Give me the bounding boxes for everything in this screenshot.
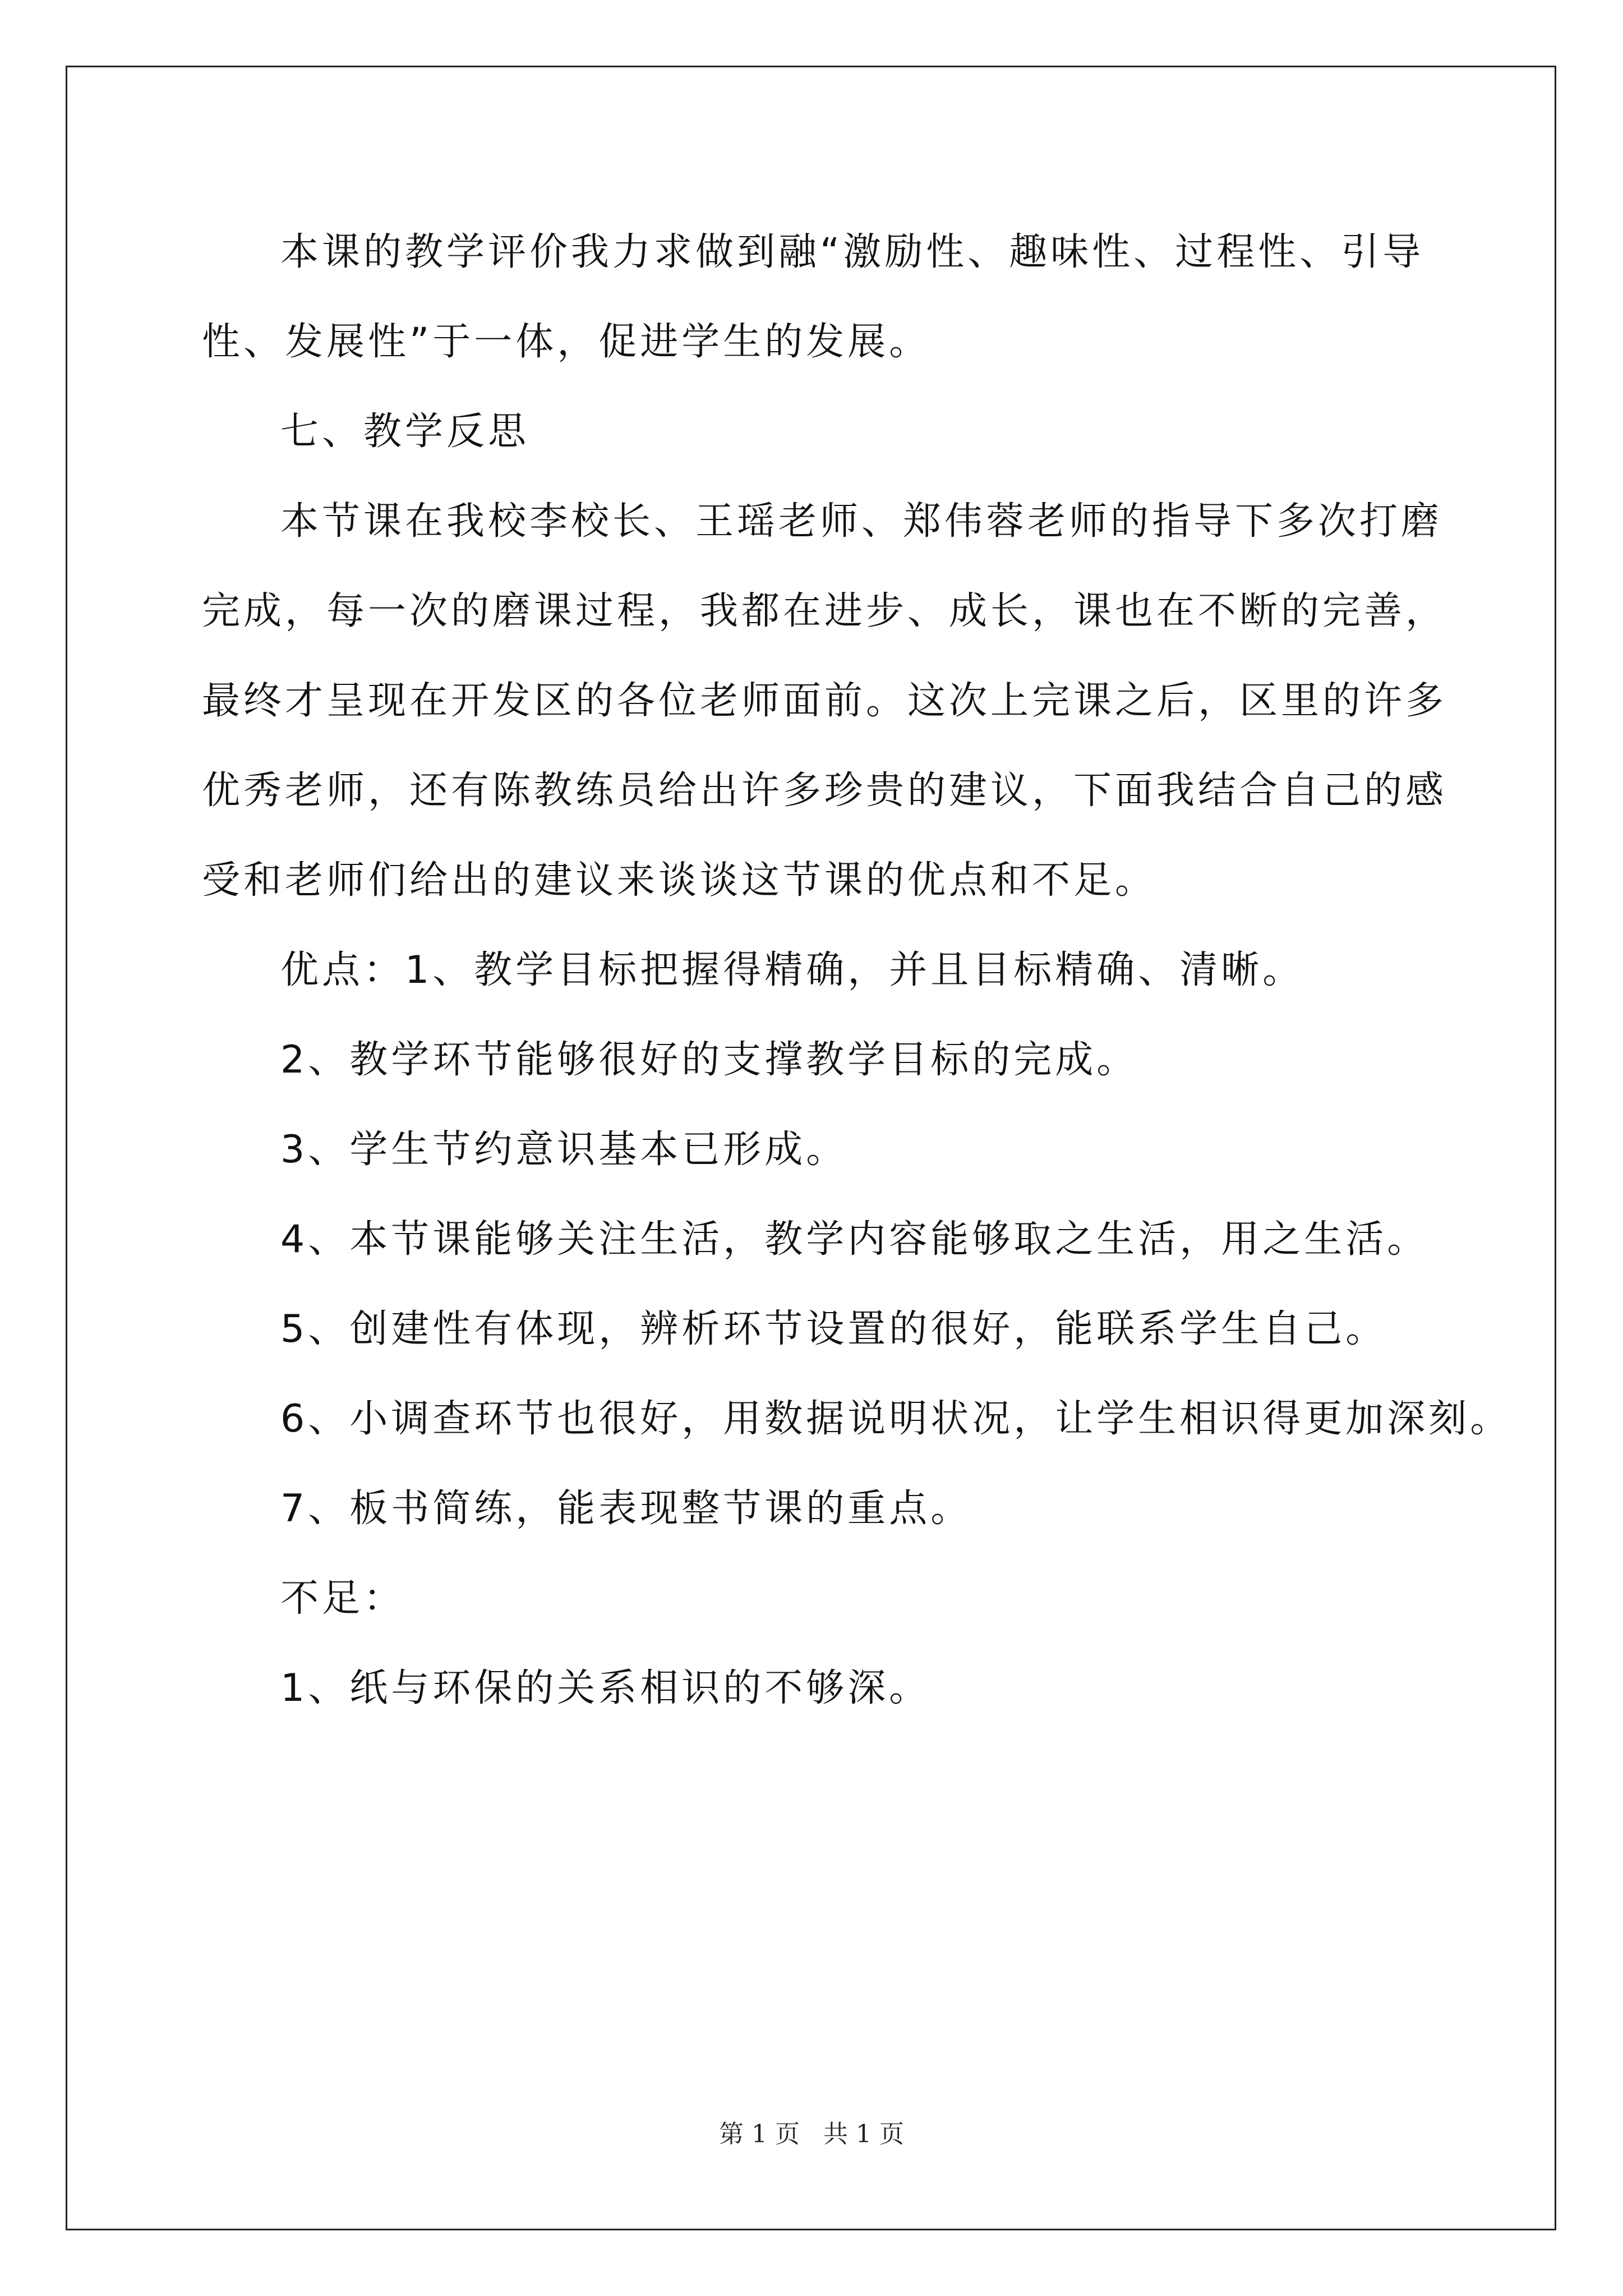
document-body [202,208,1512,1733]
merit-item-6: 6、小调查环节也很好，用数据说明状况，让学生相识得更加深刻。 [280,1397,1512,1441]
merit-item-2: 2、教学环节能够很好的支撑教学目标的完成。 [280,1038,1138,1082]
paragraph-evaluation-line-1: 本课的教学评价我力求做到融“激励性、趣味性、过程性、引导 [280,230,1424,274]
paragraph-reflection-line-4: 优秀老师，还有陈教练员给出许多珍贵的建议，下面我结合自己的感 [202,769,1447,813]
paragraph-reflection-line-2: 完成，每一次的磨课过程，我都在进步、成长，课也在不断的完善， [202,589,1447,633]
shortcoming-item-1: 1、纸与环保的关系相识的不够深。 [280,1666,931,1710]
paragraph-reflection-line-1: 本节课在我校李校长、王瑶老师、郑伟蓉老师的指导下多次打磨 [280,499,1443,544]
page-number: 第 1 页 [719,2120,800,2148]
merit-item-7: 7、板书简练，能表现整节课的重点。 [280,1487,972,1531]
merit-item-5: 5、创建性有体现，辨析环节设置的很好，能联系学生自己。 [280,1307,1387,1351]
section-heading-teaching-reflection: 七、教学反思 [280,409,530,454]
paragraph-reflection-line-3: 最终才呈现在开发区的各位老师面前。这次上完课之后，区里的许多 [202,679,1447,723]
shortcoming-heading: 不足： [280,1576,405,1621]
page-total: 共 1 页 [823,2120,904,2148]
paragraph-evaluation-line-2: 性、发展性”于一体，促进学生的发展。 [202,320,931,364]
merit-item-1: 优点：1、教学目标把握得精确，并且目标精确、清晰。 [280,948,1304,992]
paragraph-reflection-line-5: 受和老师们给出的建议来谈谈这节课的优点和不足。 [202,858,1157,903]
merit-item-4: 4、本节课能够关注生活，教学内容能够取之生活，用之生活。 [280,1217,1429,1262]
page-footer [0,2114,1623,2150]
merit-item-3: 3、学生节约意识基本已形成。 [280,1128,848,1172]
